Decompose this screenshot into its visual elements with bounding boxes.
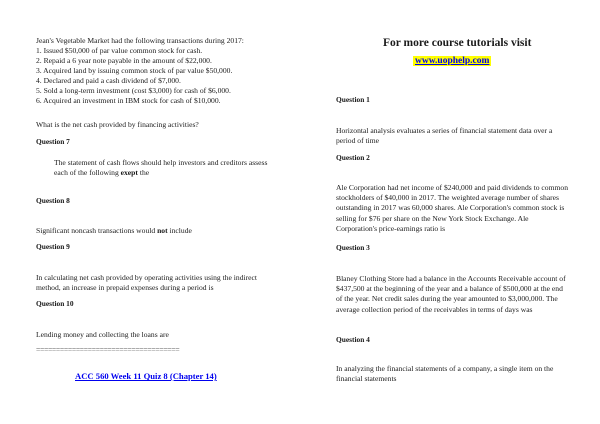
- question-1-text: Horizontal analysis evaluates a series of financial statement data over a period of time: [336, 126, 553, 146]
- separator-line: ====================================: [36, 345, 180, 354]
- question-7-text-bold: exept: [120, 168, 138, 178]
- question-1-label: Question 1: [336, 95, 370, 104]
- question-7-text-pre: The statement of cash flows should help investors and creditors assess each of the following: [54, 158, 268, 178]
- question-8-text-bold: not: [157, 226, 168, 235]
- question-2-text: Ale Corporation had net income of $240,000 and paid dividends to common stockholders of $40,000 in 2017. The weighted average number of shares outstanding in 2017 was 60,000 shares. Ale Corporation's common stock is selling for $76 per share on the New York Stock Exchange. Ale Corporation's price-earnings ratio is: [336, 183, 568, 233]
- site-link-text[interactable]: www.uophelp.com: [415, 56, 490, 66]
- question-7-text-post: the: [137, 168, 150, 178]
- question-3-text: Blaney Clothing Store had a balance in the Accounts Receivable account of $437,500 at the beginning of the year and a balance of $500,000 at the end of the year. Net credit sales during the year amounted to $3,000,000. The average collection period of the receivables in terms of days was: [336, 274, 566, 314]
- question-7-label: Question 7: [36, 137, 70, 146]
- intro-line: 5. Sold a long-term investment (cost $3,000) for cash of $6,000.: [36, 86, 231, 95]
- intro-line: Jean's Vegetable Market had the following transactions during 2017:: [36, 36, 244, 45]
- site-link[interactable]: [413, 56, 491, 66]
- question-3-label: Question 3: [336, 243, 370, 252]
- intro-line: 3. Acquired land by issuing common stock of par value $50,000.: [36, 66, 233, 75]
- intro-line: 1. Issued $50,000 of par value common stock for cash.: [36, 46, 203, 55]
- question-8-label: Question 8: [36, 196, 70, 205]
- question-2-label: Question 2: [336, 153, 370, 162]
- question-10-text: Lending money and collecting the loans are: [36, 330, 169, 339]
- question-4-label: Question 4: [336, 335, 370, 344]
- question-8-text: [36, 226, 192, 236]
- question-9-label: Question 9: [36, 242, 70, 251]
- question-7-text: [54, 158, 276, 178]
- intro-line: 6. Acquired an investment in IBM stock for cash of $10,000.: [36, 96, 221, 105]
- promo-headline: For more course tutorials visit: [383, 37, 532, 49]
- question-9-text: In calculating net cash provided by operating activities using the indirect method, an increase in prepaid expenses during a period is: [36, 273, 257, 293]
- question-8-text-pre: Significant noncash transactions would: [36, 226, 158, 235]
- intro-question: What is the net cash provided by financing activities?: [36, 120, 199, 129]
- intro-line: 2. Repaid a 6 year note payable in the amount of $22,000.: [36, 56, 212, 65]
- question-10-label: Question 10: [36, 299, 74, 308]
- intro-line: 4. Declared and paid a cash dividend of $7,000.: [36, 76, 181, 85]
- footer-course-link[interactable]: ACC 560 Week 11 Quiz 8 (Chapter 14): [75, 371, 217, 381]
- question-8-text-post: include: [167, 226, 192, 235]
- question-4-text: In analyzing the financial statements of a company, a single item on the financial statements: [336, 364, 554, 384]
